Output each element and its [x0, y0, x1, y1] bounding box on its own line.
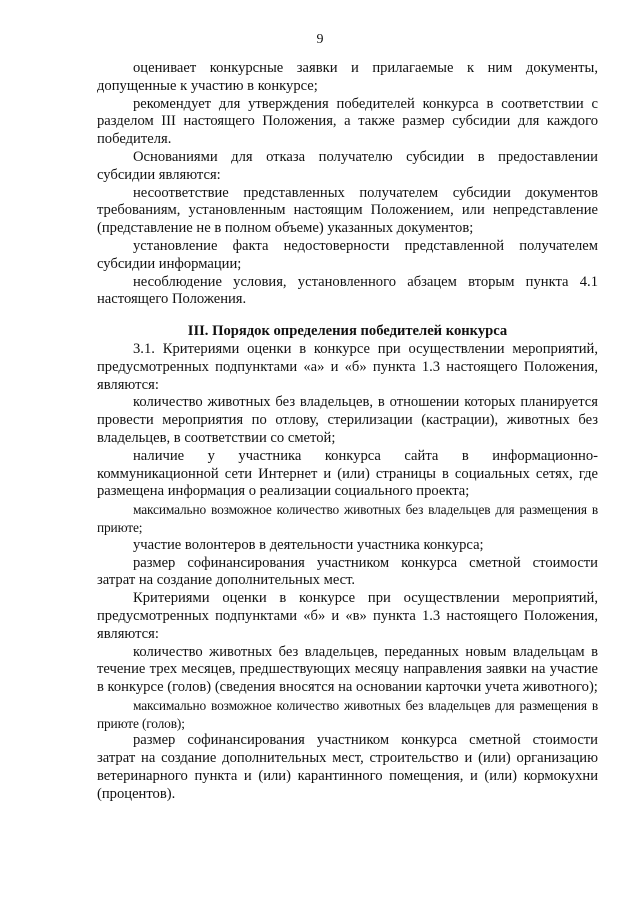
- section-heading: III. Порядок определения победителей конкурса: [187, 323, 508, 340]
- paragraph: несоответствие представленных получателем субсидии документов требованиям, установленным настоящим Положением, или непредставление (представление не в полном объеме) указанных документов;: [97, 184, 598, 237]
- paragraph: размер софинансирования участником конкурса сметной стоимости затрат на создание дополнительных мест.: [97, 554, 598, 589]
- document-body: [97, 60, 598, 804]
- paragraph: наличие у участника конкурса сайта в информационно-коммуникационной сети Интернет и (или) страницы в социальных сетях, где размещена информация о реализации социального проекта;: [97, 447, 598, 500]
- paragraph: несоблюдение условия, установленного абзацем вторым пункта 4.1 настоящего Положения.: [97, 273, 598, 308]
- paragraph: количество животных без владельцев, переданных новым владельцам в течение трех месяцев, предшествующих месяцу направления заявки на участие в конкурсе (голов) (сведения вносятся на основании карточки учета животного);: [97, 643, 598, 696]
- paragraph: 3.1. Критериями оценки в конкурсе при осуществлении мероприятий, предусмотренных подпунктами «а» и «б» пункта 1.3 настоящего Положения, являются:: [97, 340, 598, 393]
- paragraph: оценивает конкурсные заявки и прилагаемые к ним документы, допущенные к участию в конкурсе;: [97, 60, 598, 94]
- page-number: 9: [316, 32, 324, 47]
- paragraph: установление факта недостоверности представленной получателем субсидии информации;: [97, 237, 598, 272]
- paragraph: Критериями оценки в конкурсе при осуществлении мероприятий, предусмотренных подпунктами «б» и «в» пункта 1.3 настоящего Положения, являются:: [97, 590, 598, 642]
- paragraph: участие волонтеров в деятельности участника конкурса;: [133, 536, 484, 553]
- paragraph: рекомендует для утверждения победителей конкурса в соответствии с разделом III настоящего Положения, а также размер субсидии для каждого победителя.: [97, 95, 598, 148]
- paragraph: размер софинансирования участником конкурса сметной стоимости затрат на создание дополнительных мест, строительство и (или) организацию ветеринарного пункта и (или) карантинного помещения, и (или) кормокухни (процентов).: [97, 732, 598, 802]
- paragraph: Основаниями для отказа получателю субсидии в предоставлении субсидии являются:: [97, 148, 598, 183]
- paragraph: максимально возможное количество животных без владельцев для размещения в приюте;: [97, 502, 598, 535]
- paragraph: максимально возможное количество животных без владельцев для размещения в приюте (голов);: [97, 697, 598, 731]
- paragraph: количество животных без владельцев, в отношении которых планируется провести мероприятия по отлову, стерилизации (кастрации), животных без владельцев, в соответствии со сметой;: [97, 394, 598, 446]
